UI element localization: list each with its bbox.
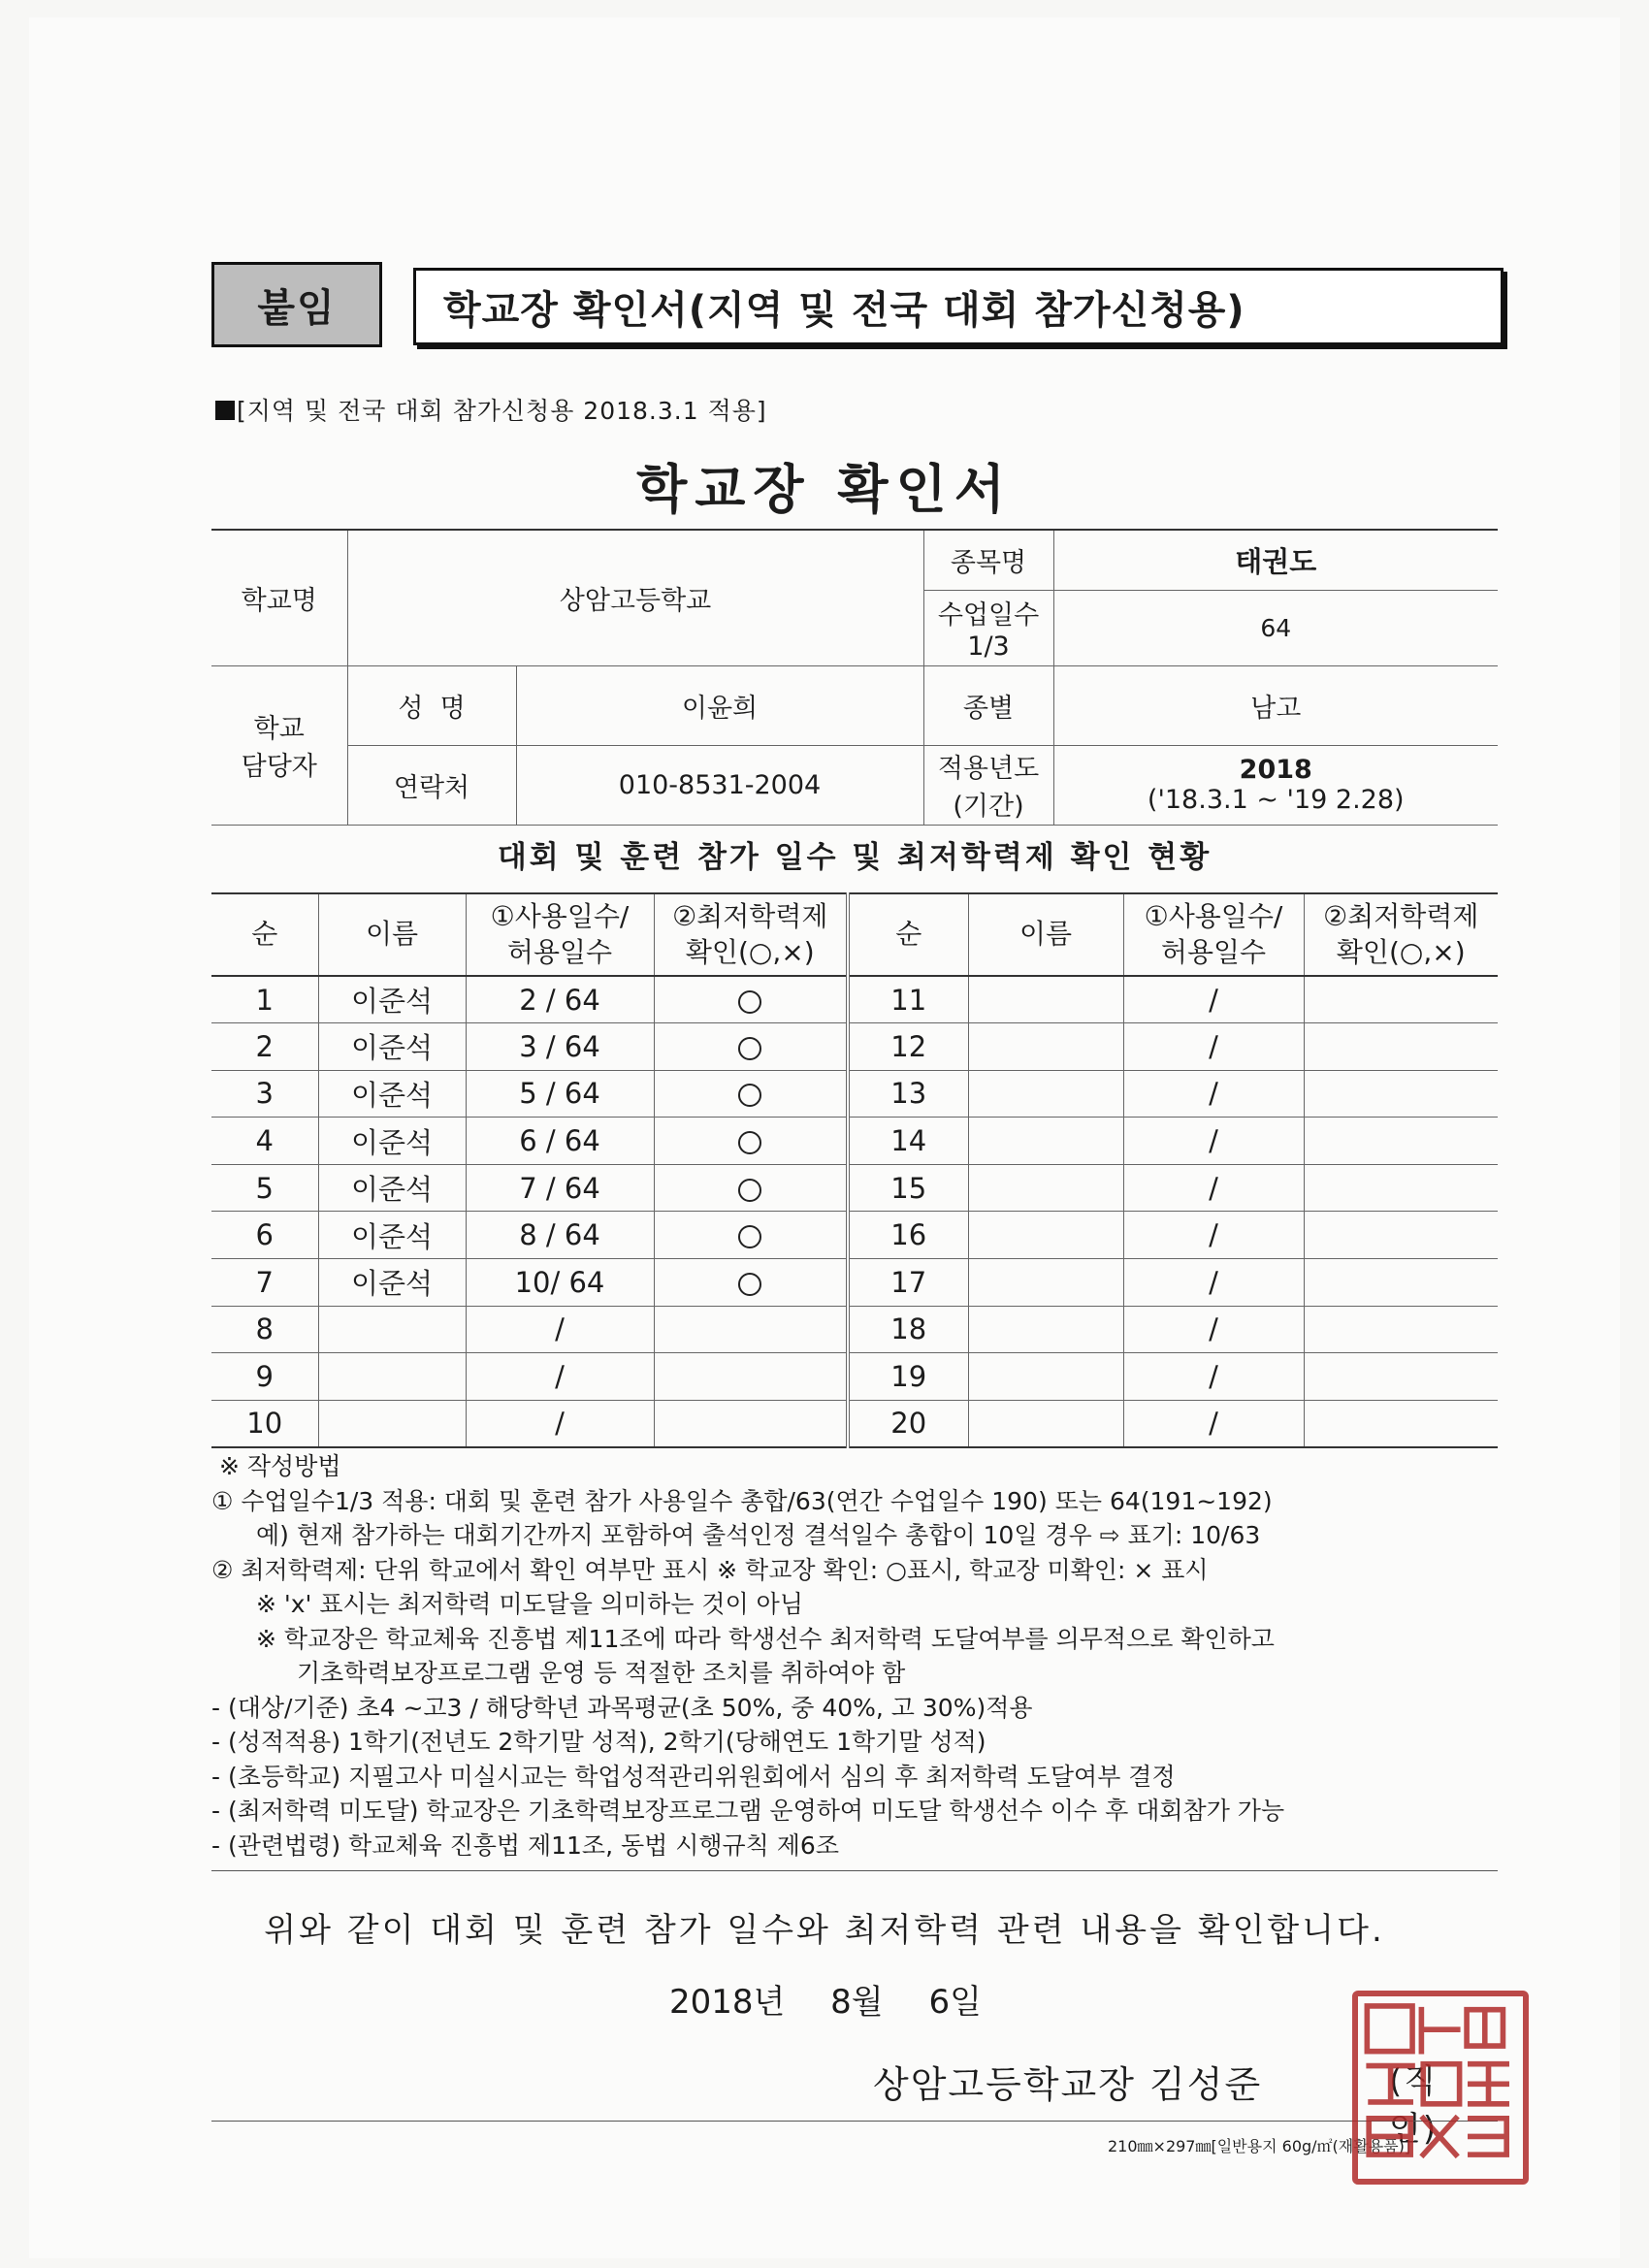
row-name: [968, 1164, 1123, 1212]
row-no: 7: [211, 1259, 318, 1307]
footer-divider: [211, 2121, 1498, 2122]
days-label: 수업일수 1/3: [923, 590, 1053, 665]
official-seal-stamp: [1352, 1991, 1529, 2185]
row-no: 13: [848, 1070, 968, 1118]
row-check: [654, 1400, 848, 1447]
row-name: 이준석: [318, 1070, 466, 1118]
note-2: ② 최저학력제: 단위 학교에서 확인 여부만 표시 ※ 학교장 확인: ○표시, 학교장 미확인: × 표시: [211, 1555, 1209, 1584]
row-no: 6: [211, 1212, 318, 1259]
row-name: 이준석: [318, 1118, 466, 1165]
notes-divider: [211, 1870, 1498, 1871]
type-value: 남고: [1053, 665, 1498, 745]
row-check: [654, 1259, 848, 1307]
row-name: 이준석: [318, 976, 466, 1023]
row-check: [654, 1353, 848, 1401]
row-used-days: 10/ 64: [466, 1259, 654, 1307]
contact-value: 010-8531-2004: [516, 745, 923, 825]
header-used-2: ①사용일수/ 허용일수: [1123, 893, 1304, 976]
row-used-days: 3 / 64: [466, 1023, 654, 1071]
note-1-example: 예) 현재 참가하는 대회기간까지 포함하여 출석인정 결석일수 총합이 10일 경우 ⇨ 표기: 10/63: [256, 1521, 1261, 1549]
section-title: 대회 및 훈련 참가 일수 및 최저학력제 확인 현황: [497, 840, 1212, 875]
row-check: [1304, 1400, 1498, 1447]
row-check: [654, 1212, 848, 1259]
row-no: 17: [848, 1259, 968, 1307]
year-value: 2018 ('18.3.1 ~ '19 2.28): [1053, 745, 1498, 825]
row-no: 4: [211, 1118, 318, 1165]
row-name: [318, 1400, 466, 1447]
row-no: 9: [211, 1353, 318, 1401]
table-row: [211, 1306, 1498, 1353]
info-table: [211, 529, 1498, 826]
school-value: 상암고등학교: [347, 530, 923, 665]
table-row: [211, 1118, 1498, 1165]
row-no: 18: [848, 1306, 968, 1353]
table-row: [211, 976, 1498, 1023]
header-no-2: 순: [848, 893, 968, 976]
notes-heading: ※ 작성방법: [219, 1452, 341, 1480]
row-name: [318, 1353, 466, 1401]
bullet-square-icon: [215, 401, 235, 420]
row-used-days: 7 / 64: [466, 1164, 654, 1212]
type-label: 종별: [923, 665, 1053, 745]
row-check: [654, 1070, 848, 1118]
participation-table: [211, 892, 1498, 1448]
row-no: 11: [848, 976, 968, 1023]
confirmation-text: 위와 같이 대회 및 훈련 참가 일수와 최저학력 관련 내용을 확인합니다.: [264, 1911, 1385, 1950]
check-circle-icon: [738, 1084, 761, 1107]
row-used-days: /: [1123, 1212, 1304, 1259]
row-check: [654, 1164, 848, 1212]
note-2b: ※ 학교장은 학교체육 진흥법 제11조에 따라 학생선수 최저학력 도달여부를 의무적으로 확인하고: [256, 1624, 1275, 1653]
note-2c: 기초학력보장프로그램 운영 등 적절한 조치를 취하여야 함: [297, 1659, 906, 1687]
row-no: 1: [211, 976, 318, 1023]
row-used-days: /: [1123, 1400, 1304, 1447]
row-no: 19: [848, 1353, 968, 1401]
row-used-days: /: [1123, 1259, 1304, 1307]
row-check: [1304, 1353, 1498, 1401]
header-name: 이름: [318, 893, 466, 976]
check-circle-icon: [738, 1273, 761, 1296]
check-circle-icon: [738, 1225, 761, 1248]
row-name: [968, 1306, 1123, 1353]
row-no: 12: [848, 1023, 968, 1071]
row-used-days: /: [1123, 1164, 1304, 1212]
row-name: [968, 1118, 1123, 1165]
event-label: 종목명: [923, 530, 1053, 590]
row-no: 2: [211, 1023, 318, 1071]
check-circle-icon: [738, 1131, 761, 1154]
row-check: [654, 1118, 848, 1165]
row-check: [1304, 976, 1498, 1023]
note-1: ① 수업일수1/3 적용: 대회 및 훈련 참가 사용일수 총합/63(연간 수업일수 190) 또는 64(191~192): [211, 1486, 1273, 1515]
detail-3: - (초등학교) 지필고사 미실시교는 학업성적관리위원회에서 심의 후 최저학력 도달여부 결정: [211, 1762, 1176, 1791]
row-used-days: /: [466, 1306, 654, 1353]
detail-4: - (최저학력 미도달) 학교장은 기초학력보장프로그램 운영하여 미도달 학생선수 이수 후 대회참가 가능: [211, 1797, 1285, 1825]
detail-5: - (관련법령) 학교체육 진흥법 제11조, 동법 시행규칙 제6조: [211, 1831, 839, 1860]
header-title: 학교장 확인서(지역 및 전국 대회 참가신청용): [443, 287, 1245, 333]
name-label: 성 명: [347, 665, 516, 745]
row-no: 8: [211, 1306, 318, 1353]
writing-notes: [211, 1449, 1498, 1871]
row-check: [1304, 1306, 1498, 1353]
year-label: 적용년도 (기간): [923, 745, 1053, 825]
check-circle-icon: [738, 1179, 761, 1202]
row-name: 이준석: [318, 1259, 466, 1307]
row-name: [968, 976, 1123, 1023]
row-no: 16: [848, 1212, 968, 1259]
document-date: 2018년 8월 6일: [669, 1983, 982, 2022]
header-check-2: ②최저학력제 확인(○,×): [1304, 893, 1498, 976]
row-name: [968, 1259, 1123, 1307]
school-label: 학교명: [211, 530, 347, 665]
days-value: 64: [1053, 590, 1498, 665]
header-row: [211, 262, 1504, 349]
name-value: 이윤희: [516, 665, 923, 745]
row-name: [968, 1212, 1123, 1259]
event-value: 태권도: [1053, 530, 1498, 590]
row-no: 5: [211, 1164, 318, 1212]
attachment-tag-label: 붙임: [257, 285, 337, 331]
document-title: 학교장 확인서: [636, 459, 1013, 520]
table-row: [211, 1259, 1498, 1307]
table-row: [211, 1353, 1498, 1401]
row-check: [1304, 1164, 1498, 1212]
table-row: [211, 1070, 1498, 1118]
row-no: 15: [848, 1164, 968, 1212]
header-no: 순: [211, 893, 318, 976]
row-used-days: /: [466, 1353, 654, 1401]
detail-2: - (성적적용) 1학기(전년도 2학기말 성적), 2학기(당해연도 1학기말 성적): [211, 1728, 986, 1756]
row-used-days: /: [1123, 1118, 1304, 1165]
row-used-days: 8 / 64: [466, 1212, 654, 1259]
paper-spec: 210㎜×297㎜[일반용지 60g/㎡(재활용품)]: [1108, 2137, 1411, 2155]
row-name: [318, 1306, 466, 1353]
subheading: [지역 및 전국 대회 참가신청용 2018.3.1 적용]: [215, 392, 767, 427]
header-check: ②최저학력제 확인(○,×): [654, 893, 848, 976]
row-name: 이준석: [318, 1164, 466, 1212]
row-no: 20: [848, 1400, 968, 1447]
table-row: [211, 1164, 1498, 1212]
row-no: 14: [848, 1118, 968, 1165]
header-used: ①사용일수/ 허용일수: [466, 893, 654, 976]
row-check: [654, 1306, 848, 1353]
row-used-days: /: [1123, 1070, 1304, 1118]
row-check: [1304, 1212, 1498, 1259]
contact-label: 연락처: [347, 745, 516, 825]
row-used-days: 2 / 64: [466, 976, 654, 1023]
official-seal-mark: (직인): [1389, 2062, 1439, 2149]
row-check: [1304, 1023, 1498, 1071]
row-name: [968, 1070, 1123, 1118]
check-circle-icon: [738, 1037, 761, 1060]
attachment-tag: [211, 262, 382, 347]
row-no: 10: [211, 1400, 318, 1447]
row-name: [968, 1023, 1123, 1071]
row-name: [968, 1400, 1123, 1447]
row-used-days: /: [1123, 1353, 1304, 1401]
row-used-days: /: [1123, 1306, 1304, 1353]
header-name-2: 이름: [968, 893, 1123, 976]
header-title-box: [413, 268, 1504, 345]
note-2a: ※ 'x' 표시는 최저학력 미도달을 의미하는 것이 아님: [256, 1590, 803, 1618]
table-header-row: [211, 893, 1498, 976]
row-used-days: /: [466, 1400, 654, 1447]
table-row: [211, 1212, 1498, 1259]
table-row: [211, 1023, 1498, 1071]
row-name: 이준석: [318, 1212, 466, 1259]
row-name: [968, 1353, 1123, 1401]
row-check: [1304, 1259, 1498, 1307]
row-check: [1304, 1118, 1498, 1165]
row-used-days: 5 / 64: [466, 1070, 654, 1118]
row-name: 이준석: [318, 1023, 466, 1071]
signer-name: 상암고등학교장 김성준: [873, 2063, 1263, 2106]
table-row: [211, 1400, 1498, 1447]
row-used-days: 6 / 64: [466, 1118, 654, 1165]
manager-label: 학교 담당자: [211, 665, 347, 825]
row-used-days: /: [1123, 976, 1304, 1023]
row-used-days: /: [1123, 1023, 1304, 1071]
seal-glyph-icon: [1358, 1996, 1523, 2179]
row-no: 3: [211, 1070, 318, 1118]
detail-1: - (대상/기준) 초4 ~고3 / 해당학년 과목평균(초 50%, 중 40%, 고 30%)적용: [211, 1693, 1033, 1722]
row-check: [654, 976, 848, 1023]
check-circle-icon: [738, 990, 761, 1014]
row-check: [1304, 1070, 1498, 1118]
row-check: [654, 1023, 848, 1071]
